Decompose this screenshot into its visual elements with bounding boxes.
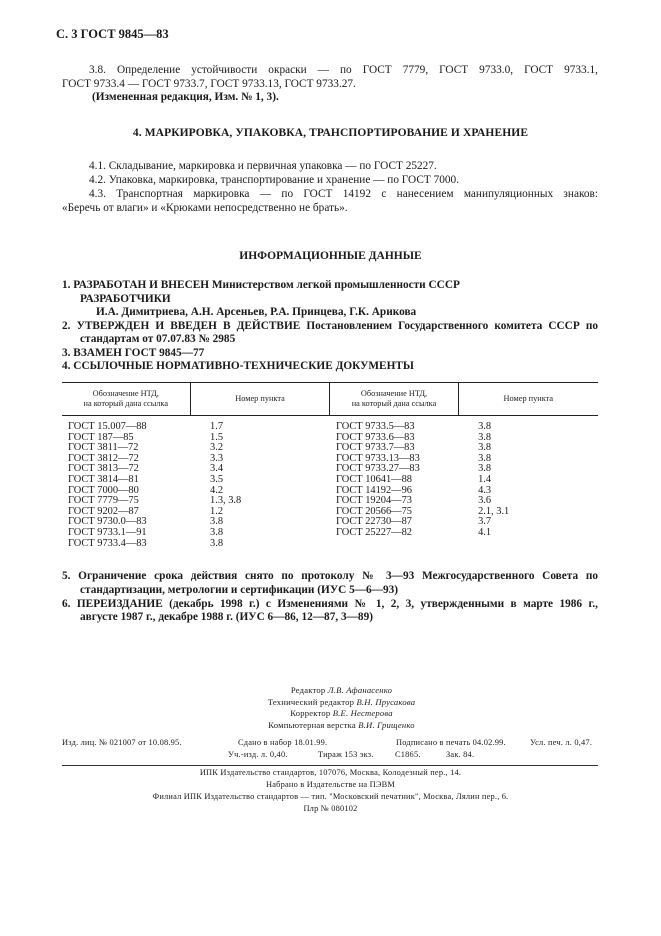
ref-item-cell: 3.7 — [478, 516, 492, 528]
ref-doc-cell: ГОСТ 7000—80 — [68, 484, 139, 496]
ref-doc-cell: ГОСТ 3812—72 — [68, 452, 139, 464]
info-developers-names: И.А. Димитриева, А.Н. Арсеньев, Р.А. Принцева, Г.К. Арикова — [96, 306, 417, 318]
imprint-sheets: Усл. печ. л. 0,47. — [530, 738, 593, 747]
credit-editor: Редактор Л.В. Афанасенко — [290, 685, 393, 695]
ref-doc-cell: ГОСТ 9733.5—83 — [335, 421, 415, 432]
ref-item-cell: 1.4 — [478, 473, 492, 485]
col-header-doc: Обозначение НТД, на который дана ссылка — [330, 383, 458, 416]
ref-doc-cell: ГОСТ 10641—88 — [335, 473, 412, 485]
reference-documents-table — [62, 382, 598, 549]
credits-block — [0, 685, 661, 731]
info-item-1: 1. РАЗРАБОТАН И ВНЕСЕН Министерством легкой промышленности СССР — [62, 279, 460, 291]
ref-doc-cell: ГОСТ 187—85 — [68, 431, 134, 443]
ref-item-cell: 1.5 — [210, 431, 224, 443]
info-item-6-line1: 6. ПЕРЕИЗДАНИЕ (декабрь 1998 г.) с Изменениями № 1, 2, 3, утвержденными в марте 1986 г., — [62, 598, 598, 610]
table-row — [62, 464, 598, 475]
ref-item-cell: 1.2 — [210, 505, 224, 517]
ref-item-cell: 3.2 — [210, 442, 224, 454]
table-row — [62, 454, 598, 465]
col-header-item: Номер пункта — [458, 383, 598, 416]
ref-doc-cell: ГОСТ 20566—75 — [335, 505, 412, 517]
para-4-1: 4.1. Складывание, маркировка и первичная упаковка — по ГОСТ 25227. — [89, 160, 437, 172]
ref-item-cell — [458, 539, 598, 550]
ref-doc-cell: ГОСТ 19204—73 — [335, 495, 412, 507]
table-row — [62, 416, 598, 433]
ref-doc-cell: ГОСТ 7779—75 — [68, 495, 139, 507]
credit-corrector: Корректор В.Е. Нестерова — [290, 708, 393, 719]
ref-doc-cell: ГОСТ 3813—72 — [68, 463, 139, 475]
table-row — [62, 475, 598, 486]
ref-item-cell: 1.7 — [210, 421, 224, 432]
imprint-line-4: Плр № 080102 — [303, 804, 358, 813]
ref-item-cell: 3.8 — [210, 537, 224, 549]
page-header: С. 3 ГОСТ 9845—83 — [56, 27, 169, 41]
table-row — [62, 443, 598, 454]
info-item-5-line2: стандартизации, метрологии и сертификации (ИУС 5—6—93) — [80, 584, 399, 596]
info-item-2-line1: 2. УТВЕРЖДЕН И ВВЕДЕН В ДЕЙСТВИЕ Постановлением Государственного комитета СССР по — [62, 320, 598, 332]
ref-doc-cell: ГОСТ 9202—87 — [68, 505, 139, 517]
ref-doc-cell: ГОСТ 9733.13—83 — [335, 452, 420, 464]
imprint-line-3: Филиал ИПК Издательство стандартов — тип. "Московский печатник", Москва, Лялин пер., 6. — [152, 792, 509, 801]
credit-layout: Компьютерная верстка В.И. Грищенко — [268, 719, 415, 730]
ref-doc-cell: ГОСТ 9730.0—83 — [68, 516, 147, 528]
ref-item-cell: 3.8 — [478, 463, 492, 475]
ref-doc-cell: ГОСТ 9733.27—83 — [335, 463, 420, 475]
table-row — [62, 496, 598, 507]
info-item-2-line2: стандартам от 07.07.83 № 2985 — [80, 333, 236, 345]
ref-item-cell: 3.5 — [210, 473, 224, 485]
table-row — [62, 433, 598, 444]
imprint-order: Зак. 84. — [446, 750, 475, 759]
ref-doc-cell: ГОСТ 9733.1—91 — [68, 526, 147, 538]
info-item-6-line2: августе 1987 г., декабре 1988 г. (ИУС 6—86, 12—87, 3—89) — [80, 611, 373, 623]
ref-item-cell: 3.6 — [478, 495, 492, 507]
para-4-3-line1: 4.3. Транспортная маркировка — по ГОСТ 14192 с нанесением манипуляционных знаков: — [89, 188, 598, 200]
ref-item-cell: 4.2 — [210, 484, 224, 496]
imprint-acc: Уч.-изд. л. 0,40. — [228, 750, 288, 759]
ref-doc-cell: ГОСТ 22730—87 — [335, 516, 412, 528]
ref-item-cell: 3.8 — [478, 421, 492, 432]
ref-item-cell: 3.8 — [210, 516, 224, 528]
ref-item-cell: 3.4 — [210, 463, 224, 475]
imprint-license: Изд. лиц. № 021007 от 10.08.95. — [62, 738, 182, 747]
para-3-8-line2: ГОСТ 9733.4 — ГОСТ 9733.7, ГОСТ 9733.13, ГОСТ 9733.27. — [62, 78, 356, 90]
ref-item-cell: 3.3 — [210, 452, 224, 464]
ref-doc-cell: ГОСТ 9733.6—83 — [335, 431, 415, 443]
imprint-line-2: Набрано в Издательстве на ПЭВМ — [265, 780, 396, 789]
ref-item-cell: 4.1 — [478, 526, 492, 538]
credit-tech-editor: Технический редактор В.Н. Прусакова — [267, 696, 416, 707]
para-3-8-line1: 3.8. Определение устойчивости окраски — по ГОСТ 7779, ГОСТ 9733.0, ГОСТ 9733.1, — [89, 64, 598, 76]
imprint-run: Тираж 153 экз. — [318, 750, 374, 759]
ref-item-cell: 4.3 — [478, 484, 492, 496]
table-row — [62, 539, 598, 550]
ref-item-cell: 3.8 — [210, 526, 224, 538]
ref-item-cell: 1.3, 3.8 — [210, 495, 242, 507]
imprint-line-1: ИПК Издательство стандартов, 107076, Москва, Колодезный пер., 14. — [199, 768, 462, 777]
ref-doc-cell: ГОСТ 9733.7—83 — [335, 442, 415, 454]
section-4-title: 4. МАРКИРОВКА, УПАКОВКА, ТРАНСПОРТИРОВАНИЕ И ХРАНЕНИЕ — [132, 127, 529, 139]
imprint-set: Сдано в набор 18.01.99. — [238, 738, 328, 747]
para-4-3-line2: «Беречь от влаги» и «Крюками непосредственно не брать». — [62, 202, 348, 214]
para-4-2: 4.2. Упаковка, маркировка, транспортирование и хранение — по ГОСТ 7000. — [89, 174, 460, 186]
ref-item-cell: 3.8 — [478, 442, 492, 454]
ref-doc-cell: ГОСТ 9733.4—83 — [68, 537, 147, 549]
ref-item-cell: 3.8 — [478, 431, 492, 443]
imprint-signed: Подписано в печать 04.02.99. — [396, 738, 506, 747]
info-title: ИНФОРМАЦИОННЫЕ ДАННЫЕ — [239, 250, 422, 262]
ref-doc-cell: ГОСТ 15.007—88 — [68, 421, 147, 432]
ref-doc-cell — [330, 539, 458, 550]
ref-doc-cell: ГОСТ 3814—81 — [68, 473, 139, 485]
info-developers-label: РАЗРАБОТЧИКИ — [80, 293, 171, 305]
col-header-doc: Обозначение НТД, на который дана ссылка — [62, 383, 190, 416]
table-row — [62, 528, 598, 539]
info-item-3: 3. ВЗАМЕН ГОСТ 9845—77 — [62, 347, 205, 359]
ref-doc-cell: ГОСТ 25227—82 — [335, 526, 412, 538]
table-header-row — [62, 383, 598, 416]
ref-doc-cell: ГОСТ 3811—72 — [68, 442, 139, 454]
table-row — [62, 486, 598, 497]
edit-note: (Измененная редакция, Изм. № 1, 3). — [92, 91, 279, 103]
ref-item-cell: 2.1, 3.1 — [478, 505, 510, 517]
ref-item-cell: 3.8 — [478, 452, 492, 464]
imprint-c: С1865. — [395, 750, 421, 759]
info-item-4: 4. ССЫЛОЧНЫЕ НОРМАТИВНО-ТЕХНИЧЕСКИЕ ДОКУМЕНТЫ — [62, 360, 414, 372]
ref-doc-cell: ГОСТ 14192—96 — [335, 484, 412, 496]
imprint-divider — [62, 765, 598, 766]
info-item-5-line1: 5. Ограничение срока действия снято по протоколу № 3—93 Межгосударственного Совета по — [62, 570, 598, 582]
col-header-item: Номер пункта — [190, 383, 330, 416]
